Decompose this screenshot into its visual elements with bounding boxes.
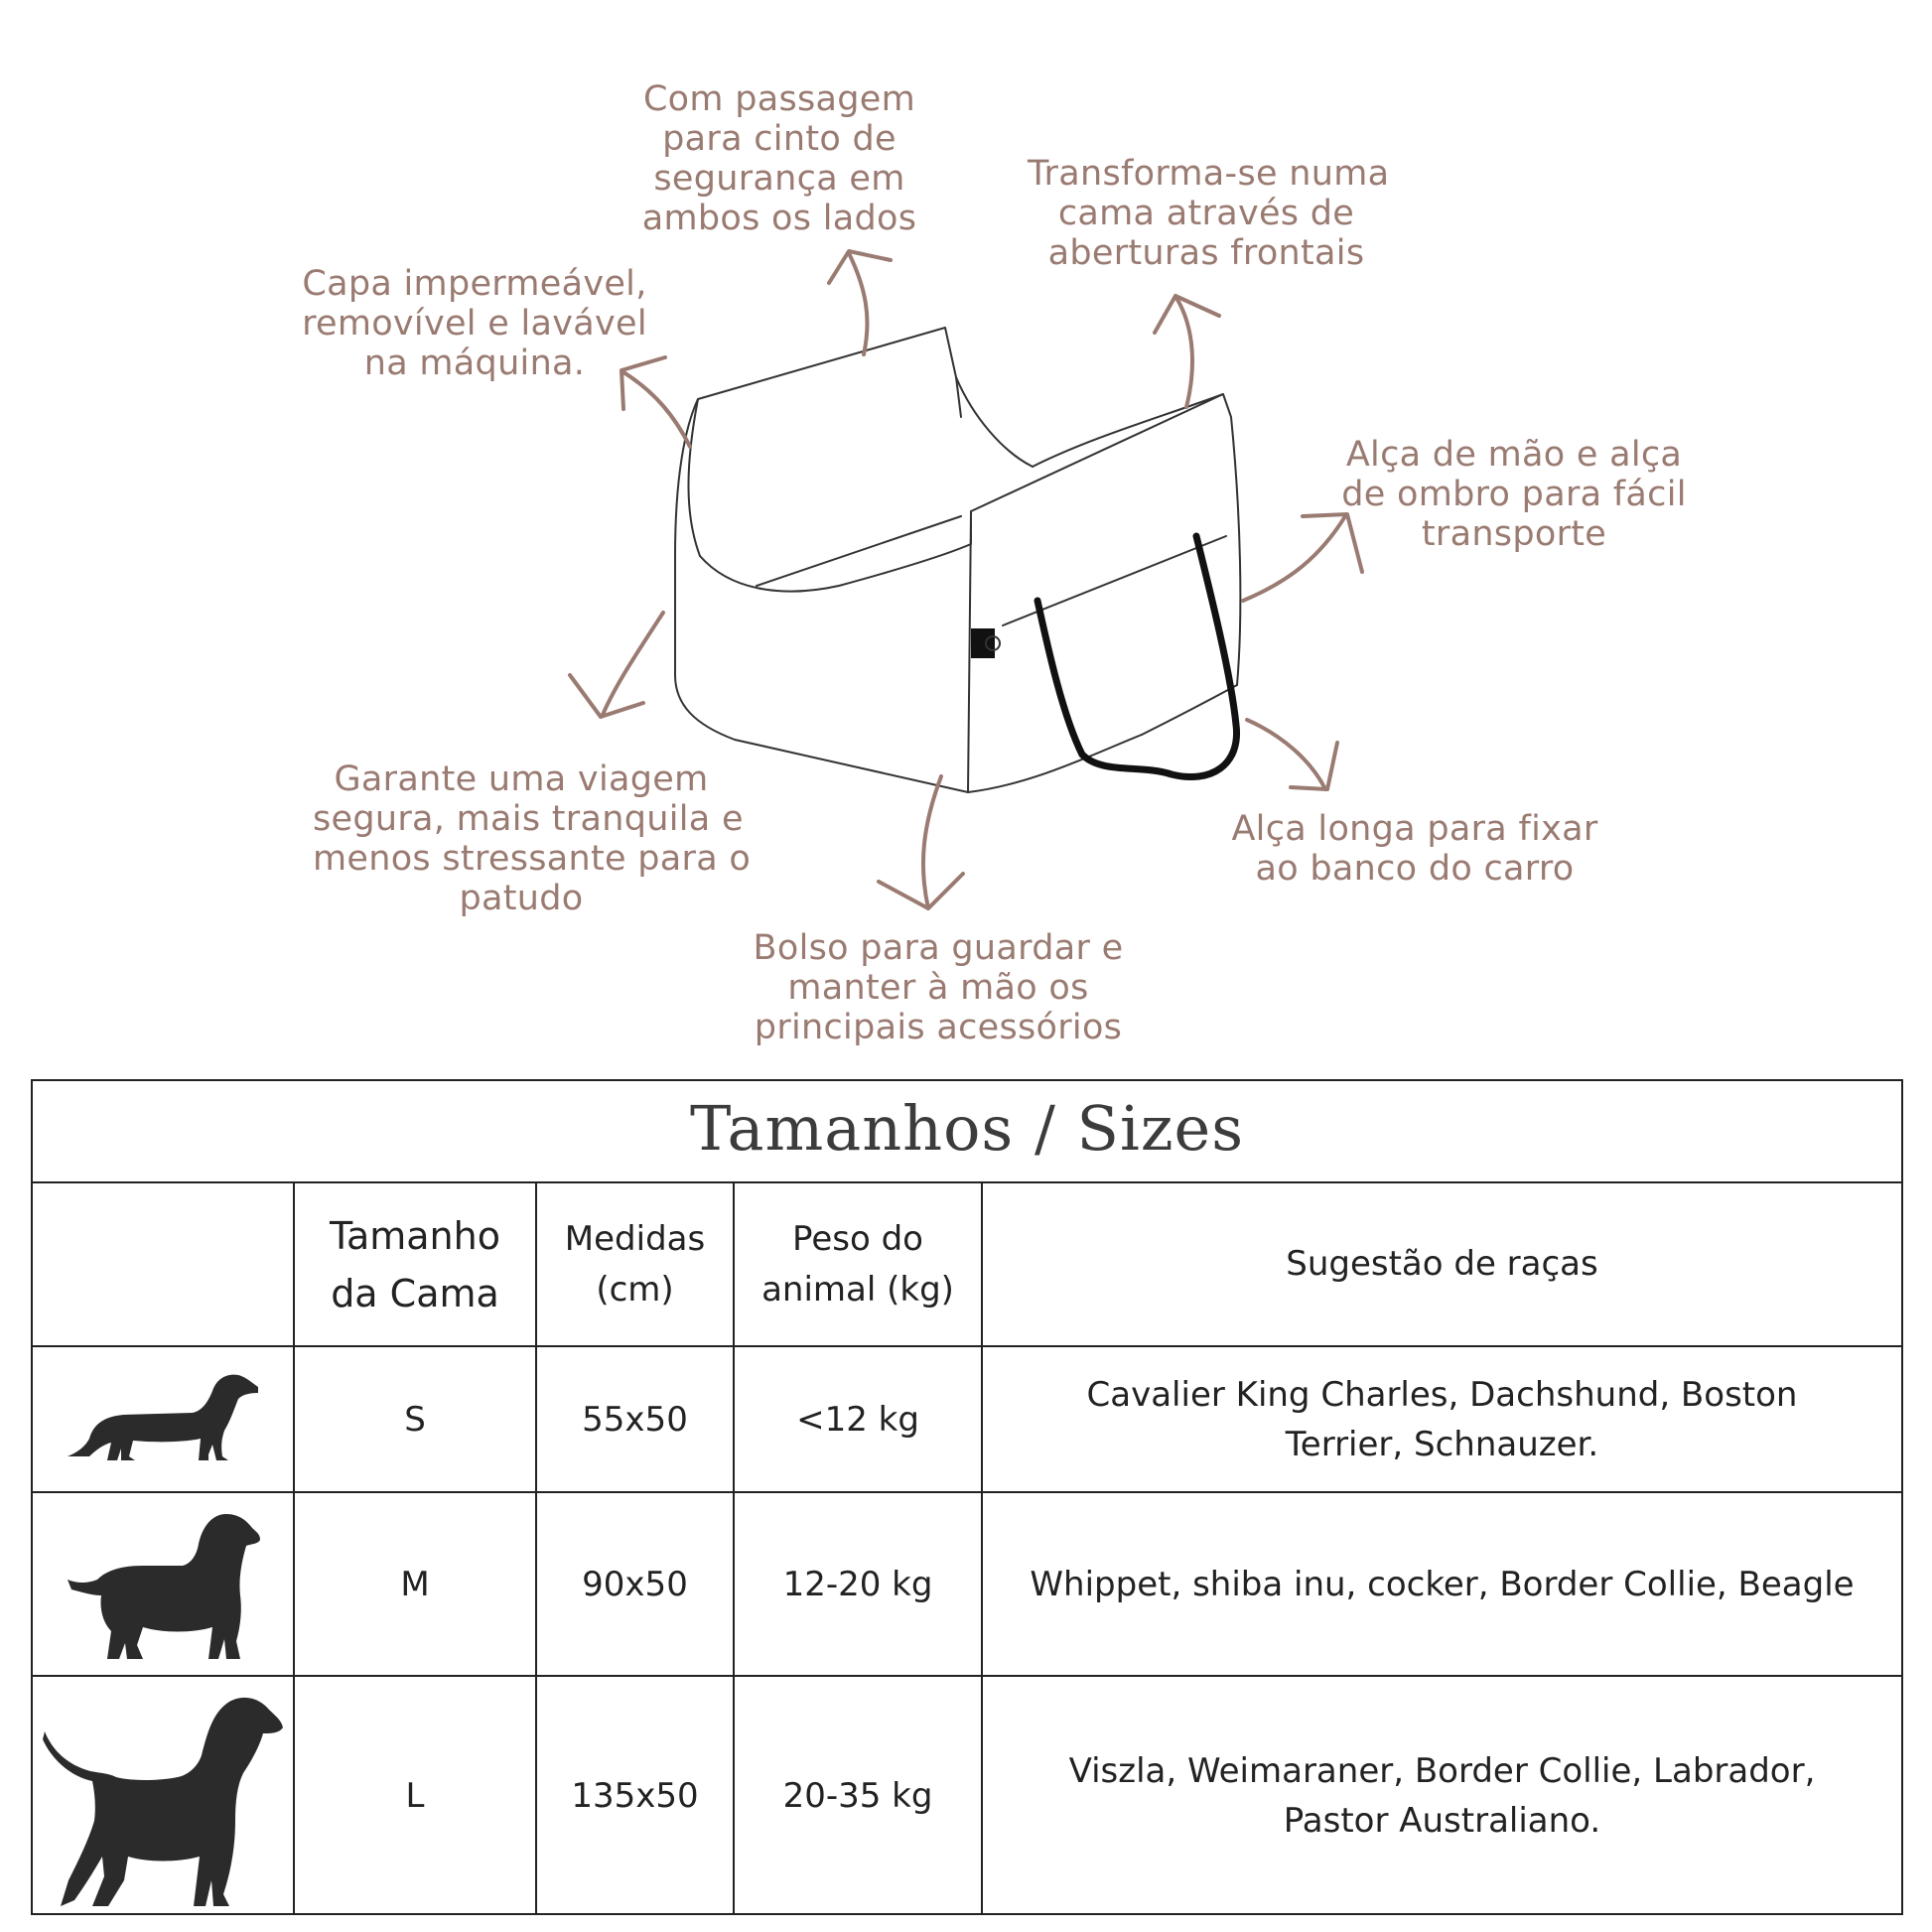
callout-line: manter à mão os (787, 968, 1089, 1008)
table-row-s-measures: 55x50 (582, 1399, 688, 1440)
callout-handle-strap (1340, 435, 1688, 554)
callout-line: Transforma-se numa (1028, 154, 1390, 194)
arrow-waterproof-cover (623, 372, 690, 447)
breeds-line: Terrier, Schnauzer. (1285, 1424, 1599, 1464)
header-measures (537, 1183, 733, 1345)
breeds-line: Whippet, shiba inu, cocker, Border Collie, Beagle (1030, 1564, 1855, 1604)
dachshund-silhouette-icon (64, 1365, 262, 1474)
breeds-line: Cavalier King Charles, Dachshund, Boston (1086, 1374, 1798, 1415)
table-row-m-icon (33, 1493, 293, 1675)
callout-line: segurança em (653, 159, 905, 199)
callout-waterproof-cover (301, 264, 648, 383)
arrow-pocket (923, 776, 941, 908)
header-breeds-label: Sugestão de raças (1286, 1244, 1598, 1284)
header-measures-line: (cm) (596, 1269, 674, 1310)
arrow-long-strap (1247, 720, 1325, 789)
table-row-l-breeds (983, 1677, 1901, 1915)
callout-line: menos stressante para o (313, 839, 752, 879)
header-breeds (983, 1183, 1901, 1345)
header-size (295, 1183, 535, 1345)
callout-line: Bolso para guardar e (753, 928, 1124, 968)
table-row-s-size: S (404, 1399, 426, 1440)
breeds-line: Pastor Australiano. (1283, 1801, 1601, 1841)
table-row-l-weight: 20-35 kg (782, 1776, 933, 1816)
table-row-m-breeds (983, 1493, 1901, 1675)
callout-line: Alça longa para fixar (1231, 809, 1598, 849)
callout-line: Com passagem (642, 79, 916, 119)
table-row-m-measures: 90x50 (582, 1564, 688, 1604)
callout-line: aberturas frontais (1047, 233, 1365, 273)
callout-line: ao banco do carro (1255, 849, 1575, 889)
callout-line: patudo (459, 879, 584, 918)
callout-line: removível e lavável (302, 304, 647, 344)
table-title: Tamanhos / Sizes (33, 1081, 1901, 1183)
dog-car-seat-drawing (675, 328, 1240, 792)
callout-line: segura, mais tranquila e (313, 799, 744, 839)
table-row-l-icon (33, 1677, 293, 1915)
callout-line: Alça de mão e alça (1345, 435, 1683, 475)
header-size-line: Tamanho (330, 1213, 500, 1258)
callout-safe-trip (313, 759, 752, 918)
spaniel-silhouette-icon (64, 1500, 262, 1669)
callout-belt-passage (625, 79, 933, 238)
header-weight (735, 1183, 981, 1345)
callout-transforms-bed (1028, 154, 1390, 273)
callout-line: transporte (1421, 514, 1607, 554)
header-weight-line: Peso do (792, 1218, 923, 1259)
arrow-handle-strap (1243, 516, 1345, 601)
arrow-safe-trip (603, 613, 663, 715)
table-row-s-weight: <12 kg (796, 1399, 919, 1440)
callout-line: cama através de (1057, 194, 1355, 233)
arrow-belt-passage (849, 253, 868, 354)
callout-line: para cinto de (662, 119, 897, 159)
labrador-silhouette-icon (39, 1682, 287, 1910)
table-row-l-size: L (405, 1776, 425, 1816)
callout-line: principais acessórios (754, 1008, 1123, 1047)
callout-long-strap (1226, 809, 1603, 889)
callout-line: de ombro para fácil (1341, 475, 1687, 514)
sizes-table (31, 1079, 1903, 1915)
callout-pocket (745, 928, 1132, 1047)
callout-line: na máquina. (363, 344, 586, 383)
header-size-line: da Cama (331, 1271, 499, 1315)
table-row-s-breeds (983, 1347, 1901, 1491)
table-row-m-size: M (400, 1564, 430, 1604)
arrow-transforms-bed (1176, 298, 1192, 407)
breeds-line: Viszla, Weimaraner, Border Collie, Labrador, (1068, 1751, 1816, 1791)
header-weight-line: animal (kg) (761, 1269, 954, 1310)
table-row-m-weight: 12-20 kg (782, 1564, 933, 1604)
table-row-s-icon (33, 1347, 293, 1491)
callout-line: Garante uma viagem (334, 759, 709, 799)
table-row-l-measures: 135x50 (571, 1776, 699, 1816)
header-measures-line: Medidas (564, 1218, 706, 1259)
callout-line: Capa impermeável, (302, 264, 647, 304)
buckle-drawing (971, 628, 995, 658)
callout-line: ambos os lados (641, 199, 917, 238)
